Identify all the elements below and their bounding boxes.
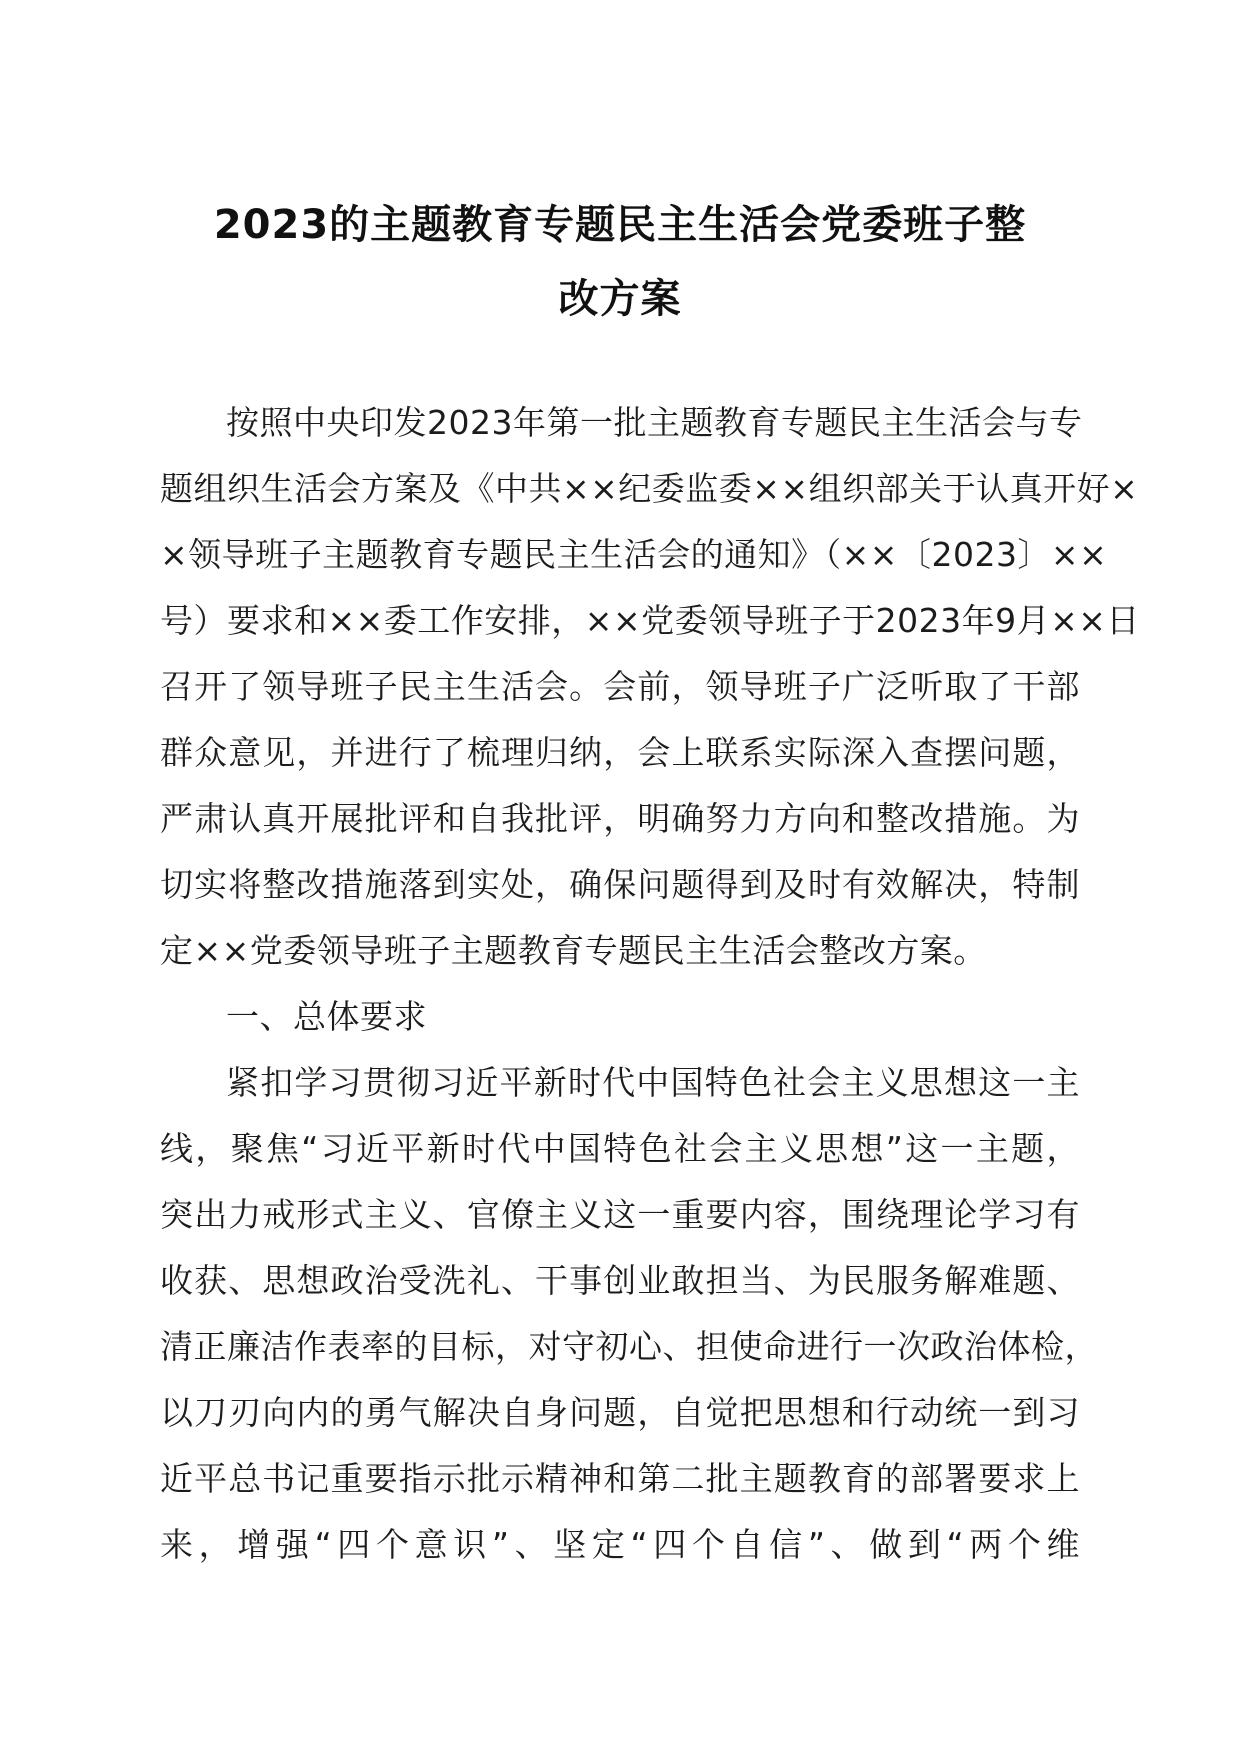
- paragraph-line: 来，增强“四个意识”、坚定“四个自信”、做到“两个维: [160, 1525, 1080, 1564]
- document-body: [160, 390, 1140, 1578]
- paragraph-line: 严肃认真开展批评和自我批评，明确努力方向和整改措施。为: [160, 799, 1080, 838]
- paragraph-line: 近平总书记重要指示批示精神和第二批主题教育的部署要求上: [160, 1459, 1080, 1498]
- paragraph-line: 以刀刃向内的勇气解决自身问题，自觉把思想和行动统一到习: [160, 1393, 1080, 1432]
- section-heading: 一、总体要求: [226, 997, 427, 1036]
- paragraph-line: 定××党委领导班子主题教育专题民主生活会整改方案。: [160, 931, 987, 970]
- title-line-2: 改方案: [558, 276, 682, 322]
- paragraph-line: 号）要求和××委工作安排，××党委领导班子于2023年9月××日: [160, 601, 1140, 640]
- title-line-1: 2023的主题教育专题民主生活会党委班子整: [213, 202, 1027, 248]
- paragraph-line: 按照中央印发2023年第一批主题教育专题民主生活会与专: [226, 403, 1083, 442]
- paragraph-line: 切实将整改措施落到实处，确保问题得到及时有效解决，特制: [160, 865, 1080, 904]
- paragraph-line: 突出力戒形式主义、官僚主义这一重要内容，围绕理论学习有: [160, 1195, 1080, 1234]
- paragraph-line: 紧扣学习贯彻习近平新时代中国特色社会主义思想这一主: [226, 1063, 1080, 1102]
- paragraph-line: 线，聚焦“习近平新时代中国特色社会主义思想”这一主题，: [160, 1129, 1080, 1168]
- paragraph-line: 题组织生活会方案及《中共××纪委监委××组织部关于认真开好×: [160, 469, 1139, 508]
- paragraph-line: 群众意见，并进行了梳理归纳，会上联系实际深入查摆问题，: [160, 733, 1080, 772]
- paragraph-line: ×领导班子主题教育专题民主生活会的通知》（××〔2023〕××: [160, 535, 1108, 574]
- paragraph-line: 清正廉洁作表率的目标，对守初心、担使命进行一次政治体检，: [160, 1327, 1098, 1366]
- document-title: [150, 188, 1090, 336]
- paragraph-line: 收获、思想政治受洗礼、干事创业敢担当、为民服务解难题、: [160, 1261, 1080, 1300]
- paragraph-line: 召开了领导班子民主生活会。会前，领导班子广泛听取了干部: [160, 667, 1080, 706]
